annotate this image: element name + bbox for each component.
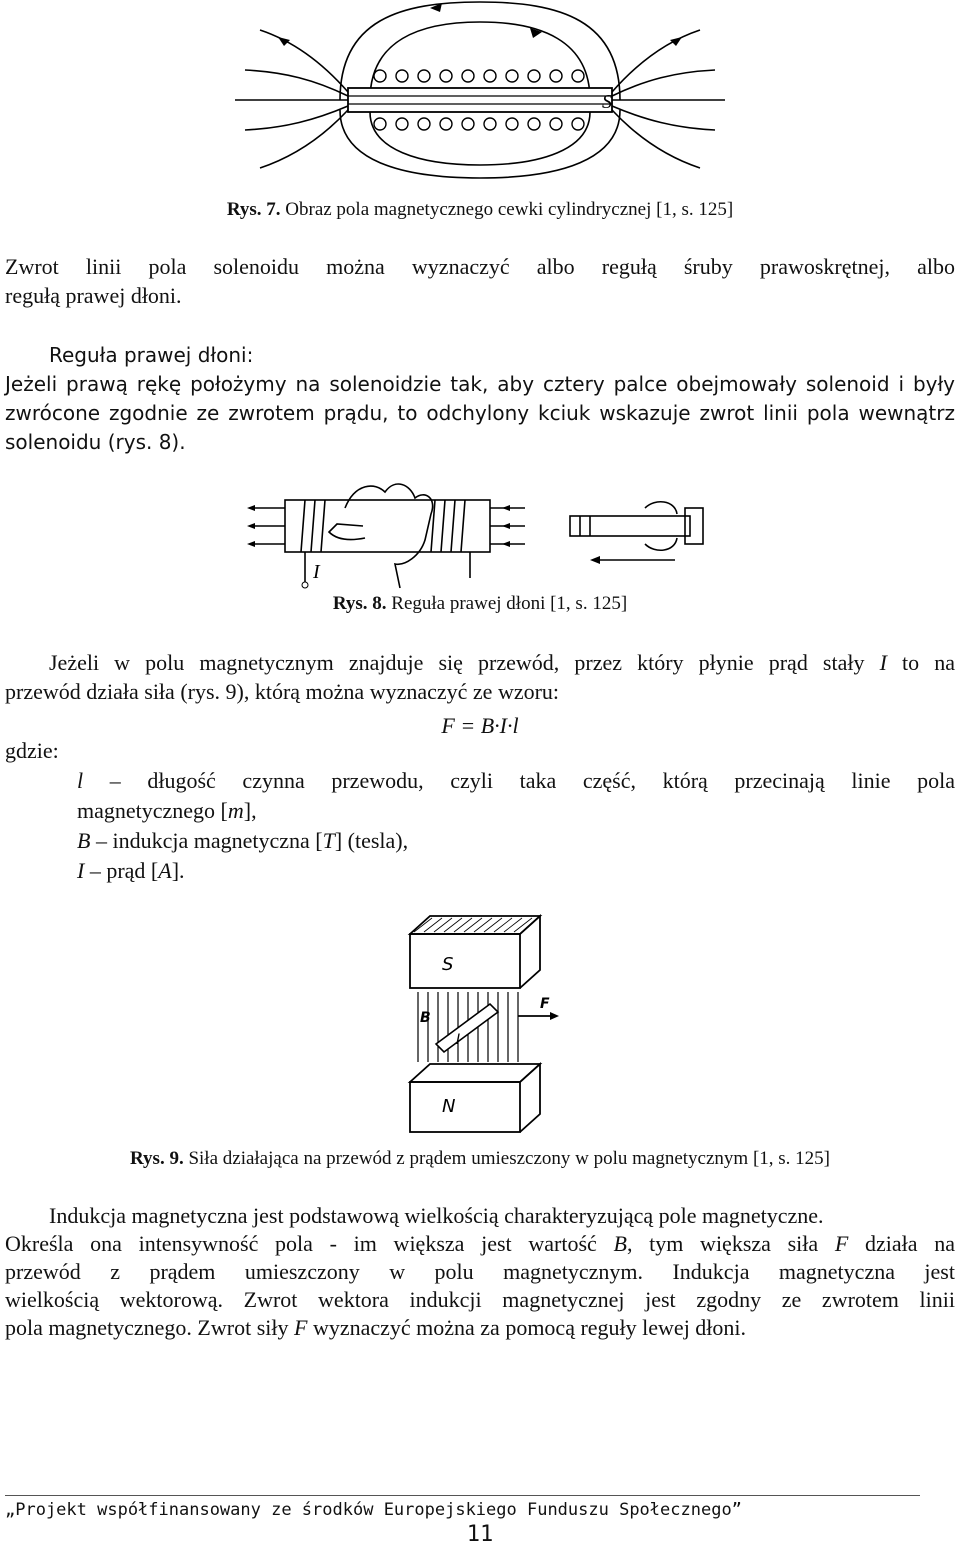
paragraph-force-on-wire [5, 648, 955, 706]
caption-number: Rys. 7. [226, 199, 281, 220]
pole-label-s: S [602, 91, 612, 113]
text-run: indukcja magnetyczna [ [112, 828, 323, 853]
definition-b [77, 826, 955, 856]
solenoid-core [348, 88, 612, 112]
footer-funding-note: „Projekt współfinansowany ze środków Europejskiego Funduszu Społecznego” [5, 1500, 742, 1520]
paragraph-line: Zwrot linii pola solenoidu można wyznaczyć albo regułą śruby prawoskrętnej, albo [5, 254, 955, 279]
text-run: magnetycznego [ [77, 798, 228, 823]
text-run: prąd [ [106, 858, 159, 883]
figure-7-solenoid-field [230, 0, 730, 180]
paragraph-line: przewód działa siła (rys. 9), którą można wyznaczyć ze wzoru: [5, 679, 560, 704]
paragraph-line: regułą prawej dłoni. [5, 283, 182, 308]
symbol: I [77, 858, 85, 883]
page-number: 11 [466, 1522, 494, 1547]
unit: T [322, 828, 335, 853]
text-run: działa na [848, 1231, 955, 1256]
text-run: Określa ona intensywność pola - im większa jest wartość [5, 1231, 614, 1256]
text-run: wyznaczyć można za pomocą reguły lewej dłoni. [307, 1315, 747, 1340]
label-s: S [442, 954, 454, 975]
solenoid-body [285, 500, 490, 552]
rule-heading: Reguła prawej dłoni: [49, 343, 254, 367]
paragraph-line: zwrócone zgodnie ze zwrotem prądu, to odchylony kciuk wskazuje zwrot linii pola wewnątrz [5, 401, 955, 425]
gdzie-label: gdzie: [5, 738, 59, 763]
field-line [340, 2, 620, 100]
text-run: ] (tesla), [334, 828, 409, 853]
label-i: I [456, 1032, 461, 1048]
variable-b: B [613, 1231, 627, 1256]
paragraph-line [5, 648, 955, 677]
current-label-i: I [313, 561, 320, 583]
figure-7-caption [0, 199, 960, 221]
paragraph-line [5, 1230, 955, 1258]
paragraph-magnetic-induction [5, 1202, 955, 1342]
figure-8-caption [0, 593, 960, 615]
force-formula: F = B·I·l [441, 713, 519, 738]
definition-l [77, 766, 955, 796]
definition-i [77, 856, 955, 886]
definition-l-continued [77, 796, 955, 826]
paragraph-line: Indukcja magnetyczna jest podstawową wielkością charakteryzującą pole magnetyczne. [49, 1203, 824, 1228]
caption-text: Siła działająca na przewód z prądem umieszczony w polu magnetycznym [1, s. 125] [183, 1148, 830, 1169]
caption-number: Rys. 9. [130, 1148, 184, 1169]
paragraph-solenoid-direction [5, 252, 955, 310]
text-run: pola magnetycznego. Zwrot siły [5, 1315, 294, 1340]
symbol: B [77, 828, 91, 853]
text-run: to na [886, 650, 955, 675]
current-into-page-markers [374, 70, 584, 82]
variable-f: F [834, 1231, 849, 1256]
dash: – [84, 858, 107, 883]
label-n: N [442, 1096, 456, 1117]
paragraph-line [5, 1314, 955, 1342]
caption-text: Reguła prawej dłoni [1, s. 125] [386, 593, 628, 614]
dash: – [90, 828, 113, 853]
text-run: Jeżeli w polu magnetycznym znajduje się przewód, przez który płynie prąd stały [49, 650, 880, 675]
paragraph-line: wielkością wektorową. Zwrot wektora indukcji magnetycznej jest zgodny ze zwrotem linii [5, 1287, 955, 1312]
current-out-of-page-markers [374, 118, 584, 130]
text-run: ]. [171, 858, 185, 883]
magnet-n [410, 1064, 540, 1082]
figure-8-right-hand-rule [245, 478, 715, 593]
caption-number: Rys. 8. [332, 593, 387, 614]
label-f: F [540, 996, 550, 1012]
figure-9-caption [0, 1148, 960, 1170]
unit: A [158, 858, 172, 883]
dash: – [83, 768, 148, 793]
text-run: , tym większa siła [626, 1231, 835, 1256]
variable-i: I [879, 650, 887, 675]
figure-9-force-on-wire [400, 912, 560, 1134]
text-run: ], [243, 798, 257, 823]
unit: m [227, 798, 244, 823]
paragraph-line: Jeżeli prawą rękę położymy na solenoidzie tak, aby cztery palce obejmowały solenoid i były [5, 372, 955, 396]
caption-text: Obraz pola magnetycznego cewki cylindrycznej [1, s. 125] [280, 199, 734, 220]
screw-drawing [570, 502, 703, 560]
footer-rule [5, 1495, 920, 1496]
variable-f: F [293, 1315, 308, 1340]
symbol: l [77, 768, 84, 793]
paragraph-line: przewód z prądem umieszczony w polu magnetycznym. Indukcja magnetyczna jest [5, 1259, 955, 1284]
paragraph-right-hand-rule [5, 341, 955, 457]
conductor-wire [436, 1004, 498, 1052]
definitions-list [77, 766, 955, 886]
definition-text: długość czynna przewodu, czyli taka część, którą przecinają linie pola [147, 768, 956, 793]
label-b: B [420, 1010, 431, 1026]
paragraph-line: solenoidu (rys. 8). [5, 430, 186, 454]
